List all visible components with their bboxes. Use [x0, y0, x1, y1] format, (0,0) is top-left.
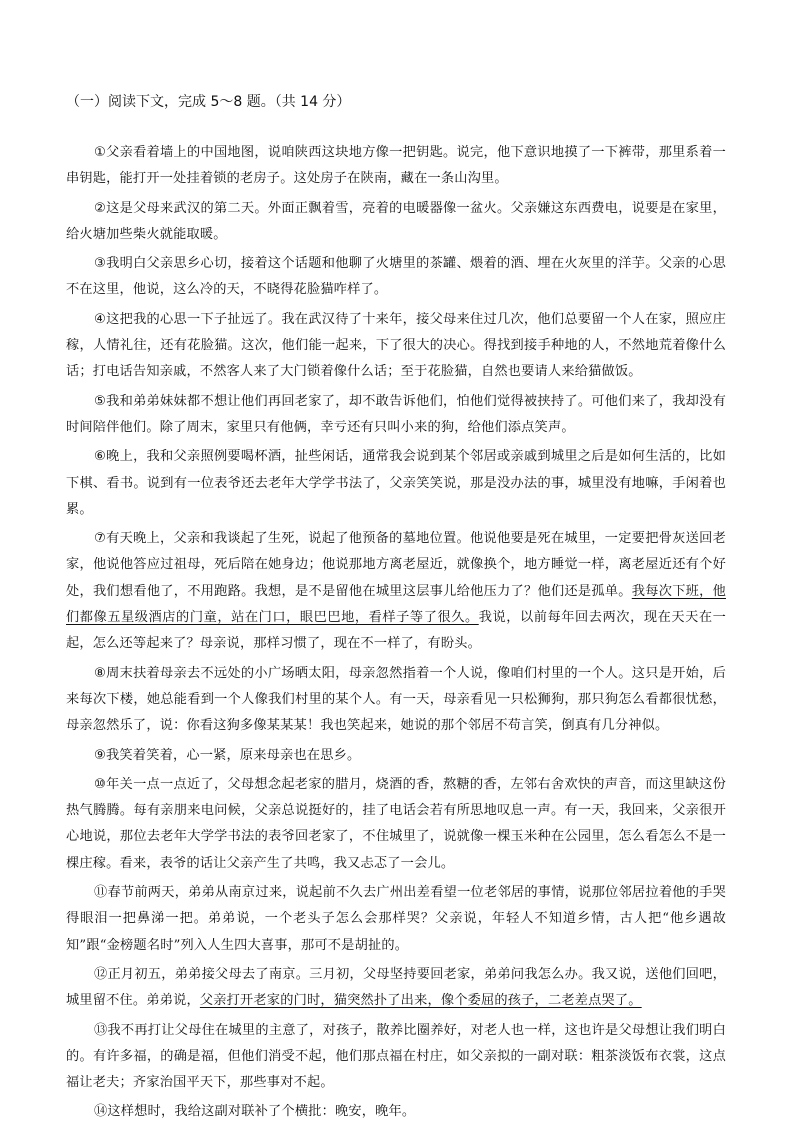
paragraph-14: [66, 1099, 726, 1125]
paragraph-4: [66, 307, 726, 386]
paragraph-number: ⑭: [94, 1104, 108, 1120]
paragraph-13: [66, 1018, 726, 1097]
paragraph-text: 年关一点一点近了，父母想念起老家的腊月，烧酒的香，熬糖的香，左邻右舍欢快的声音，而这里缺这份热气腾腾。每有亲朋来电问候，父亲总说挺好的，挂了电话会若有所思地叹息一声。有一天，我回来，父亲很开心地说，那位去老年大学学书法的表爷回老家了，不住城里了，说就像一棵玉米种在公园里，怎么看怎么不是一棵庄稼。看来，表爷的话让父亲产生了共鸣，我又忐忑了一会儿。: [66, 776, 726, 871]
paragraph-number: ⑪: [94, 885, 108, 901]
paragraph-text: 春节前两天，弟弟从南京过来，说起前不久去广州出差看望一位老邻居的事情，说那位邻居拉着他的手哭得眼泪一把鼻涕一把。弟弟说，一个老头子怎么会那样哭？父亲说，年轻人不知道乡情，古人把“他乡遇故知”跟“金榜题名时”列入人生四大喜事，那可不是胡扯的。: [66, 885, 726, 953]
paragraph-5: [66, 389, 726, 442]
paragraph-10: [66, 772, 726, 877]
paragraph-1: [66, 140, 726, 193]
paragraph-text: 有天晚上，父亲和我谈起了生死，说起了他预备的墓地位置。他说他要是死在城里，一定要把骨灰送回老家，他说他答应过祖母，死后陪在她身边；他说那地方离老屋近，就像换个，地方睡觉一样，离老屋近还有个好处，我们想看他了，不用跑路。我想，是不是留他在城里这层事儿给他压力了？他们还是孤单。: [66, 531, 726, 599]
paragraph-text: 我不再打让父母住在城里的主意了，对孩子，散养比圈养好，对老人也一样，这也许是父母想让我们明白的。有许多福，的确是福，但他们消受不起，他们那点福在村庄，如父亲拟的一副对联：粗茶淡饭布衣裳，这点福让老夫；齐家治国平天下，那些事对不起。: [66, 1022, 726, 1091]
underlined-sentence: 父亲打开老家的门时，猫突然扑了出来，像个委屈的孩子，二老差点哭了。: [199, 993, 642, 1009]
paragraph-text: 这把我的心思一下子扯远了。我在武汉待了十来年，接父母来住过几次，他们总要留一个人在家，照应庄稼，人情礼往，还有花脸猫。这次，他们能一起来，下了很大的决心。得找到接手种地的人，不然地荒着像什么话；打电话告知亲戚，不然客人来了大门锁着像什么话；至于花脸猫，自然也要请人来给猫做饭。: [66, 311, 726, 380]
paragraph-text: 我明白父亲思乡心切，接着这个话题和他聊了火塘里的茶罐、煨着的酒、埋在火灰里的洋芋。父亲的心思不在这里，他说，这么冷的天，不晓得花脸猫咋样了。: [66, 256, 726, 298]
paragraph-number: ⑫: [94, 966, 108, 982]
paragraph-number: ①: [94, 145, 107, 160]
paragraph-number: ④: [94, 311, 107, 327]
paragraph-text: 这是父母来武汉的第二天。外面正飘着雪，亮着的电暖器像一盆火。父亲嫌这东西费电，说要是在家里，给火塘加些柴火就能取暖。: [66, 200, 726, 242]
paragraph-number: ⑬: [94, 1022, 108, 1038]
paragraph-number: ⑥: [94, 449, 107, 465]
paragraph-number: ②: [94, 200, 107, 216]
paragraph-text: 我笑着笑着，心一紧，原来母亲也在思乡。: [106, 747, 361, 763]
paragraph-text: 我说，以前每年回去两次，现在天天在一起，怎么还等起来了？母亲说，那样习惯了，现在不一样了，有盼头。: [66, 610, 726, 652]
paragraph-number: ⑦: [94, 531, 107, 547]
paragraph-text: 这样想时，我给这副对联补了个横批：晚安，晚年。: [107, 1104, 416, 1120]
paragraph-number: ⑤: [94, 393, 107, 409]
underlined-sentence: 我每次下班，他们都像五星级酒店的门童，站在门口，眼巴巴地，看样子等了很久。: [66, 583, 726, 626]
paragraph-text: 我和弟弟妹妹都不想让他们再回老家了，却不敢告诉他们，怕他们觉得被挟持了。可他们来了，我却没有时间陪伴他们。除了周末，家里只有他俩，幸亏还有只叫小来的狗，给他们添点笑声。: [66, 393, 726, 435]
paragraph-12: [66, 962, 726, 1015]
paragraph-number: ⑧: [94, 665, 107, 681]
paragraph-3: [66, 251, 726, 304]
article-body: [66, 140, 726, 1129]
paragraph-9: [66, 743, 726, 769]
paragraph-text: 周末扶着母亲去不远处的小广场晒太阳，母亲忽然指着一个人说，像咱们村里的一个人。这只是开始，后来每次下楼，她总能看到一个人像我们村里的某个人。有一天，母亲看见一只松狮狗，那只狗怎么看都很忧愁，母亲忽然乐了，说：你看这狗多像某某某！我也笑起来，她说的那个邻居不苟言笑，倒真有几分神似。: [66, 665, 726, 734]
paragraph-number: ③: [94, 256, 107, 272]
paragraph-7: [66, 526, 726, 657]
paragraph-number: ⑩: [94, 776, 107, 792]
paragraph-text: 正月初五，弟弟接父母去了南京。三月初，父母坚持要回老家，弟弟问我怎么办。我又说，送他们回吧，城里留不住。弟弟说，: [66, 966, 726, 1009]
section-heading: （一）阅读下文，完成 5～8 题。（共 14 分）: [66, 94, 351, 110]
paragraph-11: [66, 880, 726, 959]
paragraph-text: 父亲看着墙上的中国地图，说咱陕西这块地方像一把钥匙。说完，他下意识地摸了一下裤带，那里系着一串钥匙，能打开一处挂着锁的老房子。这处房子在陕南，藏在一条山沟里。: [66, 145, 726, 187]
paragraph-6: [66, 444, 726, 523]
paragraph-2: [66, 196, 726, 249]
paragraph-8: [66, 661, 726, 740]
paragraph-number: ⑨: [94, 747, 107, 763]
paragraph-text: 晚上，我和父亲照例要喝杯酒，扯些闲话，通常我会说到某个邻居或亲戚到城里之后是如何生活的，比如下棋、看书。说到有一位表爷还去老年大学学书法了，父亲笑笑说，那是没办法的事，城里没有地嘛，手闲着也累。: [66, 449, 726, 517]
